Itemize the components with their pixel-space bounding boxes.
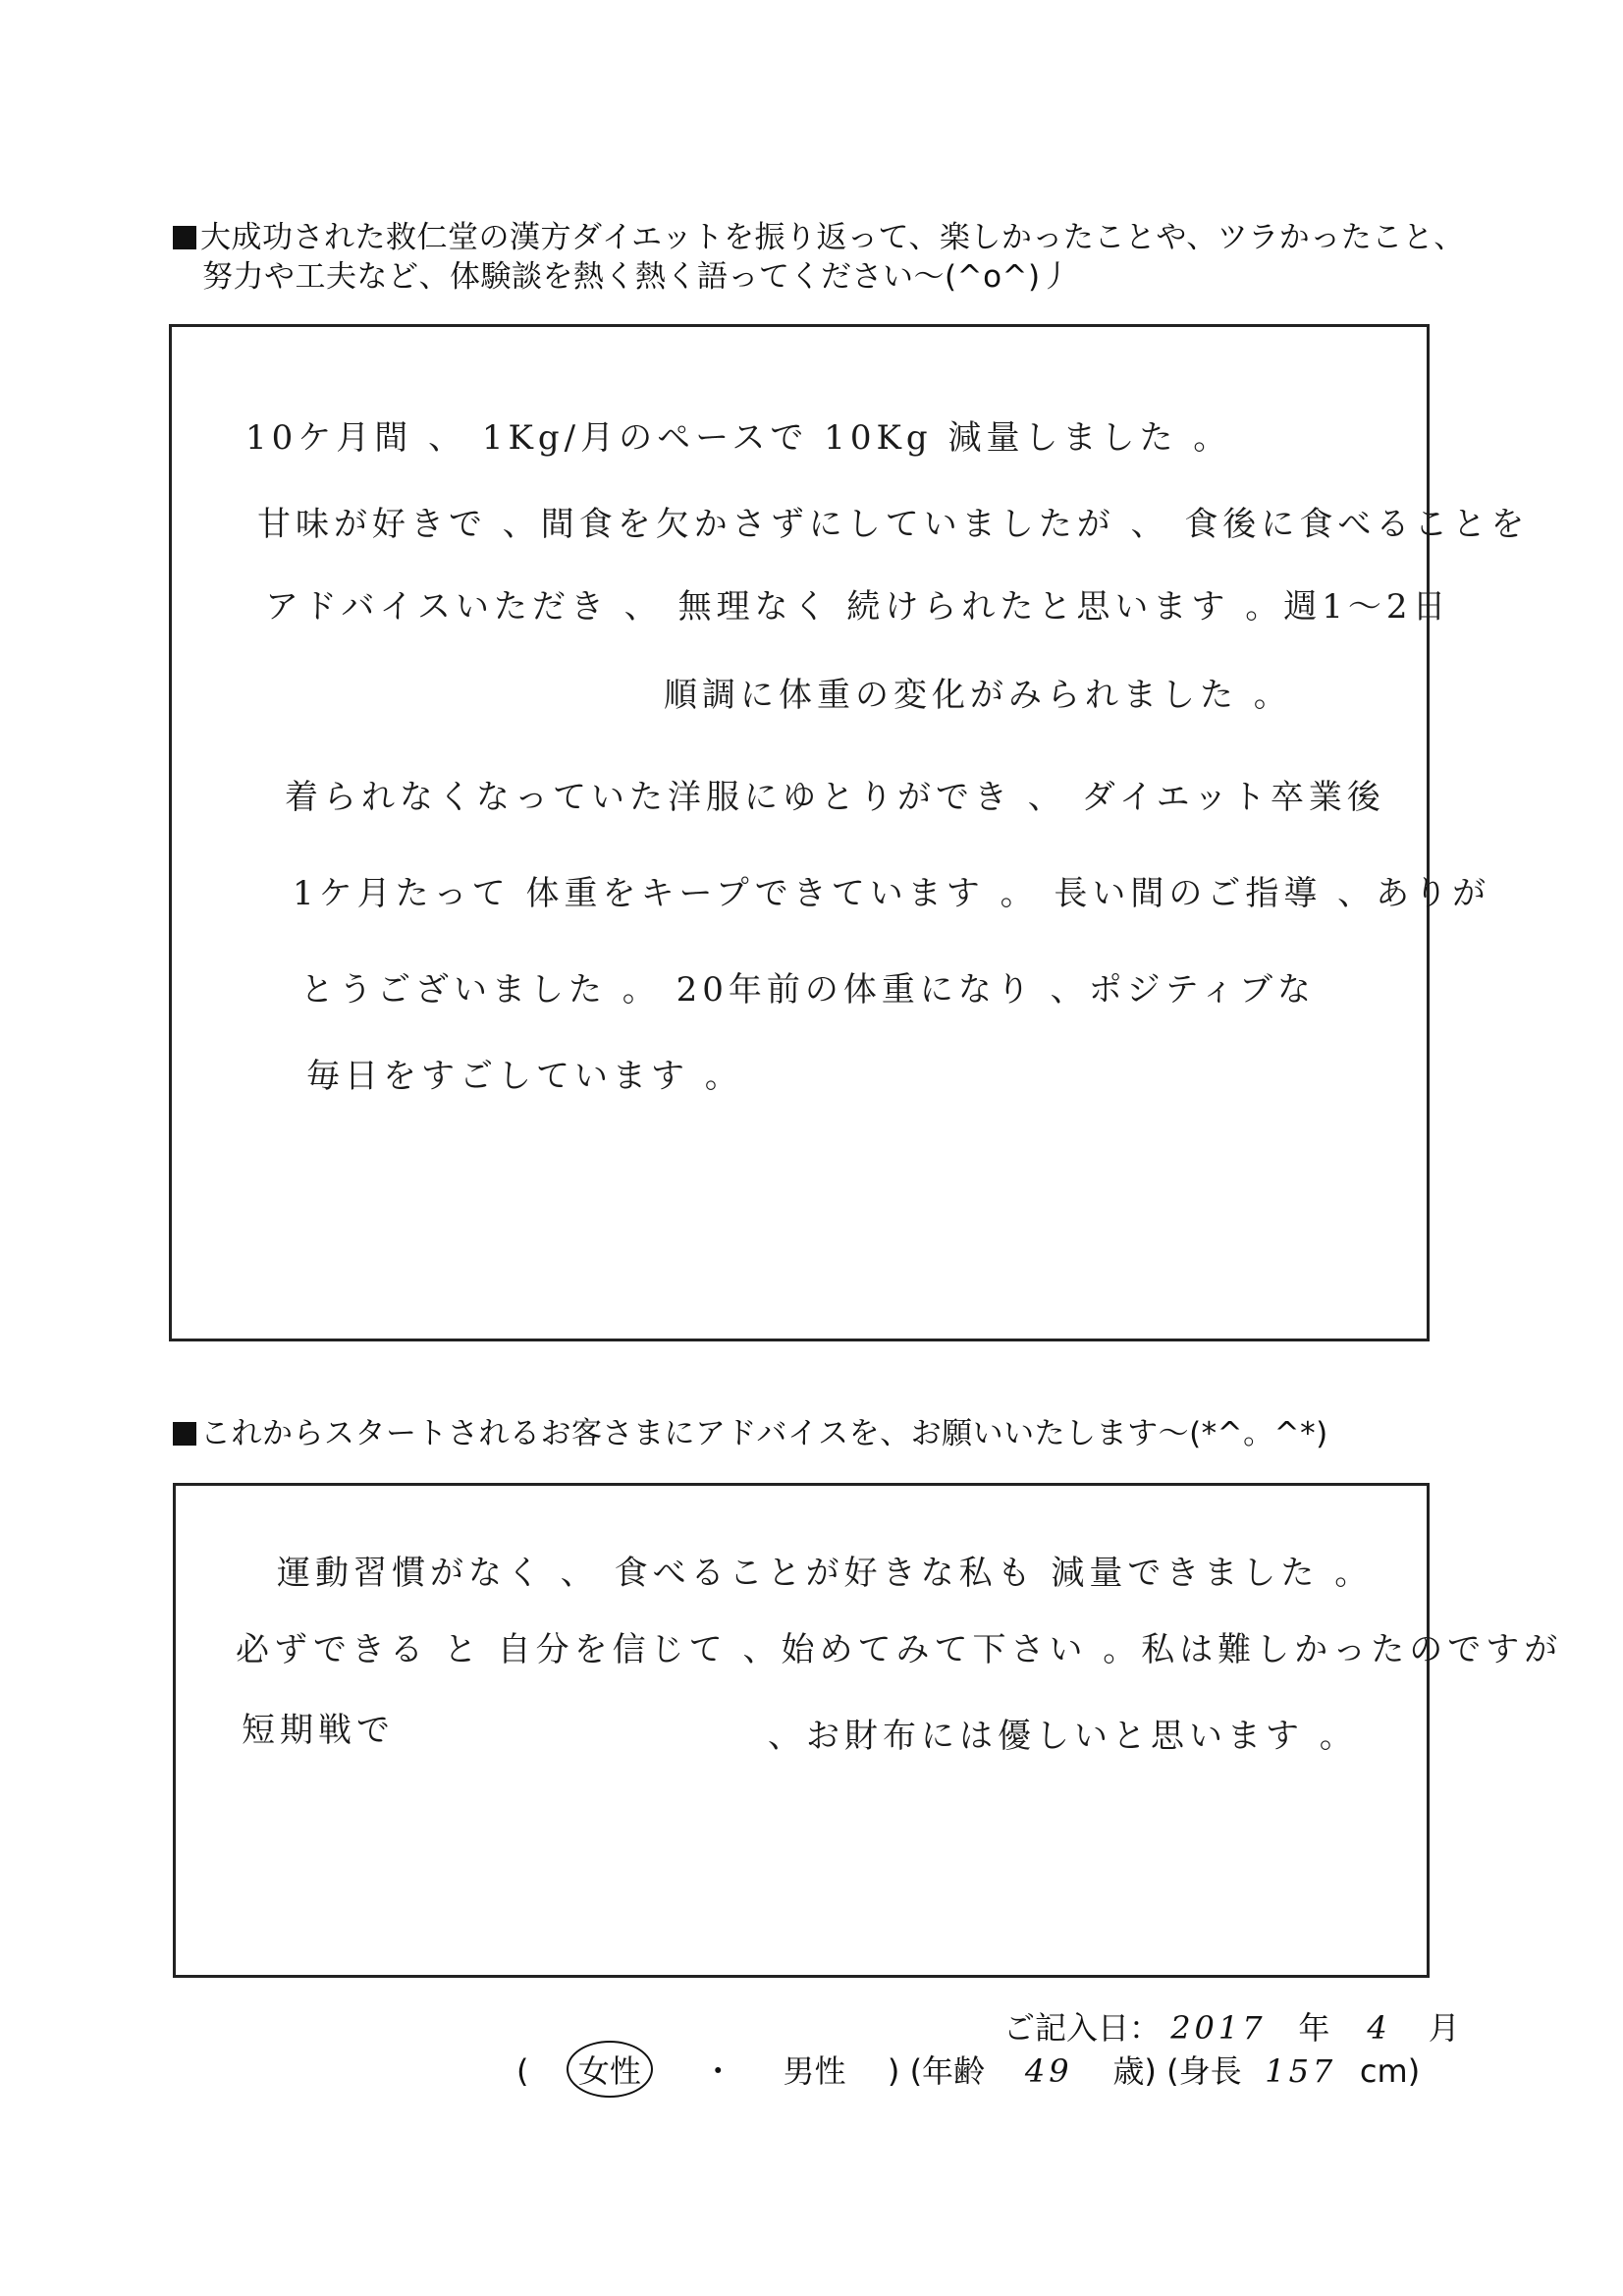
entry-year: 2017 — [1170, 2009, 1267, 2047]
gender-open-paren: ( — [516, 2052, 529, 2090]
answer-1-box — [169, 324, 1430, 1341]
bullet-square-icon — [173, 226, 196, 249]
gender-separator: ・ — [702, 2052, 734, 2090]
answer-1-line: 順調に体重の変化がみられました 。 — [664, 676, 1292, 715]
bullet-square-icon — [173, 1422, 196, 1446]
gender-male: 男性 — [783, 2052, 846, 2090]
entry-year-unit: 年 — [1298, 2009, 1330, 2047]
answer-2-line: 必ずできる と 自分を信じて 、始めてみて下さい 。私は難しかったのですが — [236, 1630, 1563, 1669]
answer-1-line: 着られなくなっていた洋服にゆとりができ 、 ダイエット卒業後 — [285, 778, 1385, 817]
answer-1-line: とうございました 。 20年前の体重になり 、ポジティブな — [300, 970, 1316, 1010]
question-2-heading-text: これからスタートされるお客さまにアドバイスを、お願いいたします～(*^。^*) — [200, 1416, 1328, 1451]
question-1-heading-line-2: 努力や工夫など、体験談を熱く熱く語ってください～(^o^)丿 — [202, 259, 1072, 295]
entry-month: 4 — [1367, 2009, 1391, 2047]
answer-1-line: 1ケ月たって 体重をキープできています 。 長い間のご指導 、ありが — [293, 874, 1491, 913]
age-unit: 歳) — [1112, 2052, 1157, 2090]
answer-2-line: 、お財布には優しいと思います 。 — [768, 1717, 1358, 1756]
answer-1-line: 毎日をすごしています 。 — [306, 1057, 743, 1096]
question-1-heading-line-1: 大成功された救仁堂の漢方ダイエットを振り返って、楽しかったことや、ツラかったこと、 — [200, 220, 1465, 255]
question-1-heading — [173, 218, 1465, 297]
age-value: 49 — [1024, 2052, 1073, 2090]
answer-1-line: アドバイスいただき 、 無理なく 続けられたと思います 。週1～2日 — [265, 587, 1451, 627]
answer-2-line: 運動習慣がなく 、 食べることが好きな私も 減量できました 。 — [277, 1554, 1374, 1593]
height-value: 157 — [1265, 2052, 1337, 2090]
answer-1-line: 10ケ月間 、 1Kg/月のペースで 10Kg 減量しました 。 — [245, 418, 1232, 458]
entry-month-unit: 月 — [1428, 2009, 1460, 2047]
profile-row — [516, 2041, 1420, 2098]
gender-close-paren: ) — [887, 2052, 900, 2090]
height-label: (身長 — [1166, 2052, 1242, 2090]
question-2-heading — [173, 1414, 1328, 1453]
entry-date-label: ご記入日： — [1003, 2009, 1162, 2047]
age-label: (年齢 — [909, 2052, 986, 2090]
height-unit: cm) — [1359, 2052, 1421, 2090]
gender-female-circled: 女性 — [567, 2041, 653, 2098]
answer-1-line: 甘味が好きで 、間食を欠かさずにしていましたが 、 食後に食べることを — [257, 505, 1530, 544]
answer-2-line: 短期戦で — [242, 1711, 395, 1750]
